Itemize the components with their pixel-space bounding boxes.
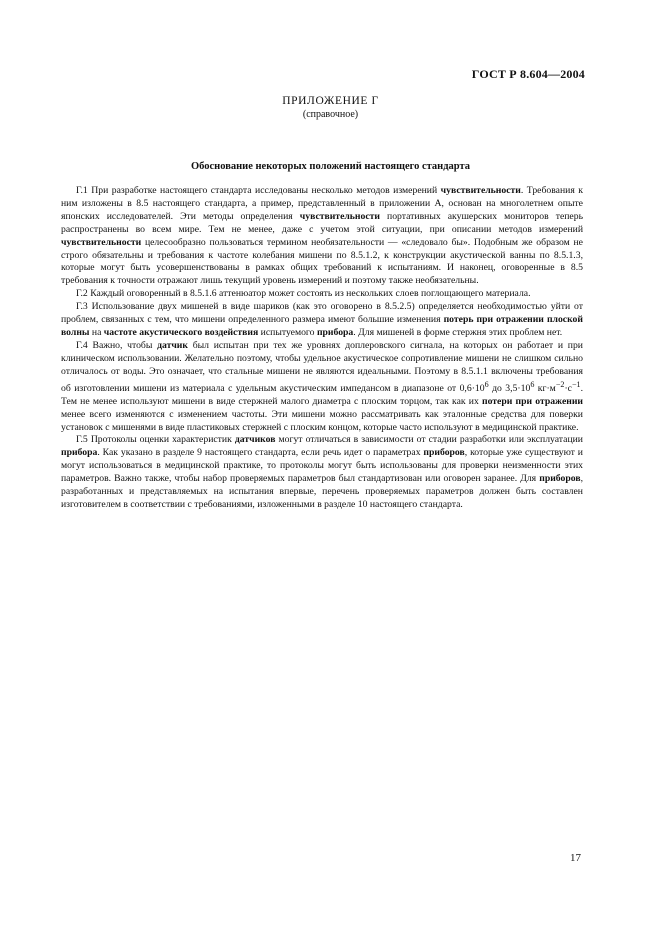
- paragraph-g4: Г.4 Важно, чтобы датчик был испытан при тех же уровнях доплеровского сигнала, на которых он работает и при клиническом использовании. Желательно поэтому, чтобы удельное акустическое сопротивление мишени не слишком сильно отличалось от воды. Это означает, что стальные мишени не являются идеальными. Поэтому в 8.5.1.1 включены требования об изготовлении мишени из материала с удельным акустическим импедансом в диапазоне от $0,6\cdot 10^6$ до $3,5\cdot 10^6$ $кг\cdot м^{-2}\cdot с^{-1}$. Тем не менее используют мишени в виде стержней малого диаметра с плоским торцом, так как их потери при отражении менее всего изменяются с изменением частоты. Эти мишени можно рассматривать как эталонные средства для поверки установок с мишенями в виде пластиковых стержней с плоским концом, которые часто используют в медицинской практике.: [61, 339, 583, 433]
- term-device: прибора: [316, 326, 354, 338]
- term-transducers: датчиков: [234, 434, 276, 446]
- paragraph-g3: Г.3 Использование двух мишеней в виде шариков (как это оговорено в 8.5.2.5) определяется необходимостью уйти от проблем, связанных с тем, что мишени определенного размера имеют большие изменения потерь при отражении плоской волны на частоте акустического воздействия испытуемого прибора. Для мишеней в форме стержня этих проблем нет.: [61, 301, 583, 338]
- term-device: прибора: [61, 447, 98, 459]
- term-sensitivity: чувствительности: [440, 185, 521, 196]
- term-sensitivity: чувствительности: [299, 210, 380, 222]
- term-plane-wave-loss: потерь при отражении плоской волны: [61, 314, 583, 338]
- term-transducer: датчик: [157, 339, 188, 351]
- appendix-title: ПРИЛОЖЕНИЕ Г: [282, 95, 379, 107]
- term-reflection-loss: потери при отражении: [481, 395, 583, 407]
- appendix-subtitle: (справочное): [302, 109, 359, 120]
- term-devices: приборов: [539, 473, 581, 485]
- term-acoustic-frequency: частоте акустического воздействия: [103, 326, 259, 338]
- term-devices: приборов: [423, 447, 465, 459]
- paragraph-g5: Г.5 Протоколы оценки характеристик датчиков могут отличаться в зависимости от стадии разработки или эксплуатации прибора. Как указано в разделе 9 настоящего стандарта, если речь идет о параметрах приборов, которые уже существуют и могут использоваться в медицинской практике, то протоколы могут быть использованы для проверки неизменности этих параметров. Важно также, чтобы набор проверяемых параметров был стандартизован или оговорен заранее. Для приборов, разработанных и представляемых на испытания впервые, перечень проверяемых параметров должен быть составлен изготовителем в соответствии с требованиями, изложенными в разделе 10 настоящего стандарта.: [61, 434, 583, 510]
- standard-header: ГОСТ Р 8.604—2004: [471, 67, 585, 81]
- section-title: Обоснование некоторых положений настоящего стандарта: [190, 161, 471, 172]
- paragraph-g1: Г.1 При разработке настоящего стандарта исследованы несколько методов измерений чувствительности. Требования к ним изложены в 8.5 настоящего стандарта, а пример, представленный в приложении А, основан на многолетнем опыте японских исследователей. Эти методы определения чувствительности портативных акушерских мониторов теперь распространены во всем мире. Тем не менее, даже с учетом этой ситуации, при описании методов измерений чувствительности целесообразно пользоваться термином необязательности — «следовало бы». Подобным же образом не строго обязательны и требования к частоте колебания мишени по 8.5.1.2, к конструкции акустической ванны по 8.5.1.3, которые могут быть усовершенствованы в рамках общих требований к испытаниям. И наконец, оговоренные в 8.5 требования к точности отражают лишь текущий уровень измерений и поэтому также необязательны.: [61, 185, 583, 287]
- body-text: [61, 185, 583, 512]
- paragraph-g2: Г.2 Каждый оговоренный в 8.5.1.6 аттенюатор может состоять из нескольких слоев поглощающего материала.: [76, 288, 531, 300]
- term-sensitivity: чувствительности: [61, 236, 142, 248]
- page-number: 17: [570, 852, 581, 864]
